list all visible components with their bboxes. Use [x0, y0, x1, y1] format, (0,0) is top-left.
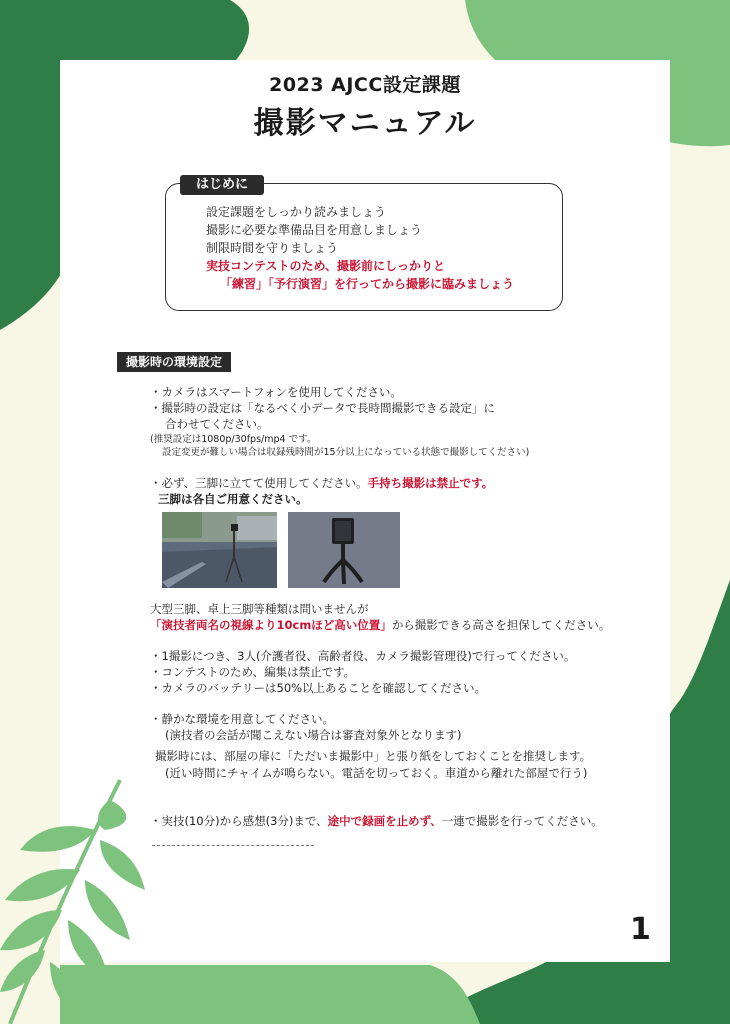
quiet-line: ・静かな環境を用意してください。 — [150, 712, 334, 726]
tripod-required-text: ・必ず、三脚に立てて使用してください。 — [150, 476, 368, 490]
intro-line: 制限時間を守りましょう — [206, 241, 339, 255]
height-requirement-suffix: から撮影できる高さを担保してください。 — [391, 618, 611, 632]
intro-line: 撮影に必要な準備品目を用意しましょう — [206, 223, 423, 237]
intro-line-emphasis: 実技コンテストのため、撮影前にしっかりと — [206, 259, 446, 273]
continuous-recording-suffix: 一連で撮影を行ってください。 — [441, 814, 603, 828]
door-sign-line: (近い時間にチャイムが鳴らない。電話を切っておく。車道から離れた部屋で行う) — [165, 766, 588, 780]
tripod-height-line: 大型三脚、卓上三脚等種類は問いませんが — [150, 602, 369, 616]
tripod-photo-outdoor — [162, 512, 277, 588]
leaf-illustration — [0, 770, 150, 1024]
door-sign-line: 撮影時には、部屋の扉に「ただいま撮影中」と張り紙をしておくことを推奨します。 — [155, 749, 592, 763]
recommended-settings-note: 設定変更が難しい場合は収録残時間が15分以上になっている状態で撮影してください) — [162, 447, 530, 458]
intro-line: 設定課題をしっかり読みましょう — [206, 205, 387, 219]
tripod-line — [150, 475, 493, 491]
quiet-line: (演技者の会話が聞こえない場合は審査対象外となります) — [165, 728, 462, 742]
tripod-height-line — [150, 617, 610, 633]
recommended-settings-note: (推奨設定は1080p/30fps/mp4 です。 — [150, 434, 317, 445]
intro-tag: はじめに — [180, 175, 264, 195]
height-requirement-text: 「演技者両名の視線より10cmほど高い位置」 — [150, 618, 392, 632]
section-tag-environment: 撮影時の環境設定 — [117, 352, 231, 372]
continuous-recording-prefix: ・実技(10分)から感想(3分)まで、 — [150, 814, 328, 828]
camera-line: 合わせてください。 — [165, 417, 269, 431]
continuous-recording-line — [150, 813, 603, 829]
page-number: 1 — [630, 912, 651, 947]
intro-line-emphasis: 「練習」「予行演習」を行ってから撮影に臨みましょう — [220, 277, 515, 291]
camera-line: ・撮影時の設定は「なるべく小データで長時間撮影できる設定」に — [150, 401, 495, 415]
divider — [152, 845, 314, 846]
tripod-photo-tabletop — [288, 512, 400, 588]
rule-line: ・1撮影につき、3人(介護者役、高齢者役、カメラ撮影管理役)で行ってください。 — [150, 649, 576, 663]
handheld-prohibited-text: 手持ち撮影は禁止です。 — [367, 476, 494, 490]
bring-own-tripod-text: 三脚は各自ご用意ください。 — [158, 492, 308, 506]
camera-line: ・カメラはスマートフォンを使用してください。 — [150, 385, 402, 399]
rule-line: ・コンテストのため、編集は禁止です。 — [150, 665, 356, 679]
rule-line: ・カメラのバッテリーは50%以上あることを確認してください。 — [150, 681, 487, 695]
page-title: 撮影マニュアル — [253, 106, 477, 141]
do-not-stop-text: 途中で録画を止めず、 — [327, 814, 442, 828]
year-title: 2023 AJCC設定課題 — [269, 74, 461, 96]
